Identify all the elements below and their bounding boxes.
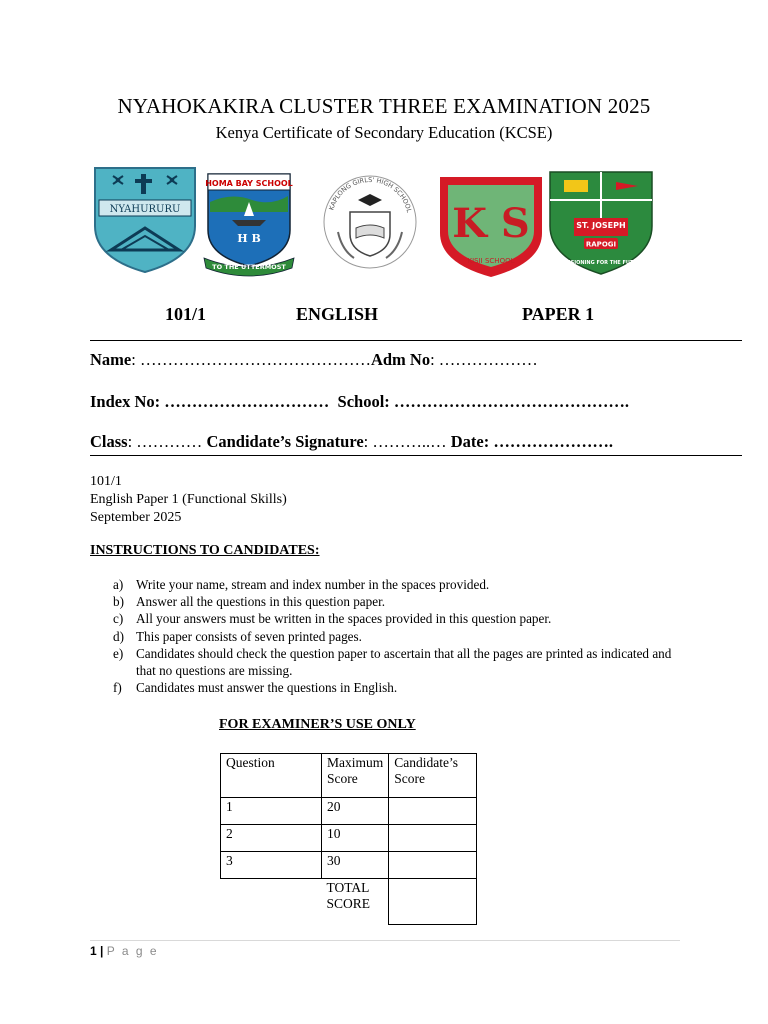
total-label: TOTAL SCORE (326, 880, 371, 911)
fields-divider (90, 455, 742, 456)
instruction-item: b) Answer all the questions in this question paper. (113, 594, 386, 610)
adm-label: Adm No (370, 350, 431, 369)
header-candidate-score: Candidate’s Score (389, 754, 477, 798)
header-question: Question (221, 754, 322, 798)
svg-text:ST. JOSEPH: ST. JOSEPH (576, 221, 626, 230)
meta-date: September 2025 (90, 510, 182, 525)
header-divider (90, 340, 742, 341)
school-field[interactable]: School: ……………………………………. (337, 392, 630, 411)
total-row (221, 879, 477, 925)
table-row: 3 30 (221, 852, 477, 879)
meta-code: 101/1 (90, 474, 122, 489)
candidate-score-cell[interactable] (389, 798, 477, 825)
page-word: P a g e (106, 944, 159, 958)
svg-text:H B: H B (237, 232, 261, 245)
paper-code: 101/1 (165, 304, 207, 324)
svg-text:KAPLONG GIRLS' HIGH SCHOOL: KAPLONG GIRLS' HIGH SCHOOL (327, 175, 414, 214)
instructions-list (113, 576, 693, 696)
table-header-row (221, 754, 477, 798)
kisii-logo (436, 175, 546, 284)
candidate-score-cell[interactable] (389, 825, 477, 852)
index-field[interactable]: Index No: ………………………… (90, 392, 330, 411)
svg-text:KISII SCHOOL: KISII SCHOOL (467, 257, 515, 265)
score-table (220, 753, 477, 925)
signature-label: Candidate’s Signature (206, 432, 364, 451)
signature-field[interactable]: : ………..… (363, 432, 451, 451)
svg-text:TO THE UTTERMOST: TO THE UTTERMOST (212, 263, 286, 271)
name-label: Name (90, 350, 132, 369)
paper-number: PAPER 1 (522, 304, 595, 324)
name-adm-line (90, 350, 538, 370)
svg-text:ENVISIONING FOR THE FUTURE: ENVISIONING FOR THE FUTURE (557, 260, 645, 266)
candidate-score-cell[interactable] (389, 852, 477, 879)
table-row: 1 20 (221, 798, 477, 825)
homabay-logo (202, 172, 296, 285)
name-field[interactable]: : …………………………………… (131, 350, 371, 369)
exam-subtitle: Kenya Certificate of Secondary Education (KCSE) (215, 123, 553, 142)
svg-text:K S: K S (452, 200, 530, 247)
total-score-cell[interactable] (389, 879, 477, 925)
table-row: 2 10 (221, 825, 477, 852)
adm-field[interactable]: : ……………… (430, 350, 538, 369)
class-sig-date-line (90, 432, 613, 452)
examiner-heading: FOR EXAMINER’S USE ONLY (219, 717, 416, 732)
page-number: 1 (90, 944, 97, 958)
instructions-heading: INSTRUCTIONS TO CANDIDATES: (90, 543, 320, 558)
svg-text:NYAHURURU: NYAHURURU (109, 204, 181, 215)
page-separator: | (100, 944, 104, 958)
stjoseph-logo (546, 170, 656, 283)
svg-text:RAPOGI: RAPOGI (585, 240, 617, 249)
class-label: Class (90, 432, 128, 451)
nyahururu-logo (91, 166, 199, 279)
meta-paper-name: English Paper 1 (Functional Skills) (90, 492, 287, 507)
instruction-item: f) Candidates must answer the questions in English. (113, 680, 398, 696)
index-school-line (90, 392, 629, 412)
class-field[interactable]: : ………… (127, 432, 207, 451)
instruction-item: d) This paper consists of seven printed pages. (113, 628, 362, 644)
svg-text:HOMA BAY SCHOOL: HOMA BAY SCHOOL (205, 179, 293, 188)
kaplong-logo (318, 172, 422, 281)
instruction-item: c) All your answers must be written in the spaces provided in this question paper. (113, 611, 552, 627)
header-max-score: Maximum Score (322, 754, 389, 798)
page-footer (90, 944, 159, 958)
instruction-item: a) Write your name, stream and index number in the spaces provided. (113, 577, 490, 592)
instruction-item: e) Candidates should check the question paper to ascertain that all the pages are printed as indicated and that no questions are missing. (113, 645, 672, 679)
paper-subject: ENGLISH (296, 304, 379, 324)
footer-divider (90, 940, 680, 941)
exam-title: NYAHOKAKIRA CLUSTER THREE EXAMINATION 2025 (117, 94, 651, 118)
date-field[interactable]: Date: …………………. (450, 432, 613, 451)
